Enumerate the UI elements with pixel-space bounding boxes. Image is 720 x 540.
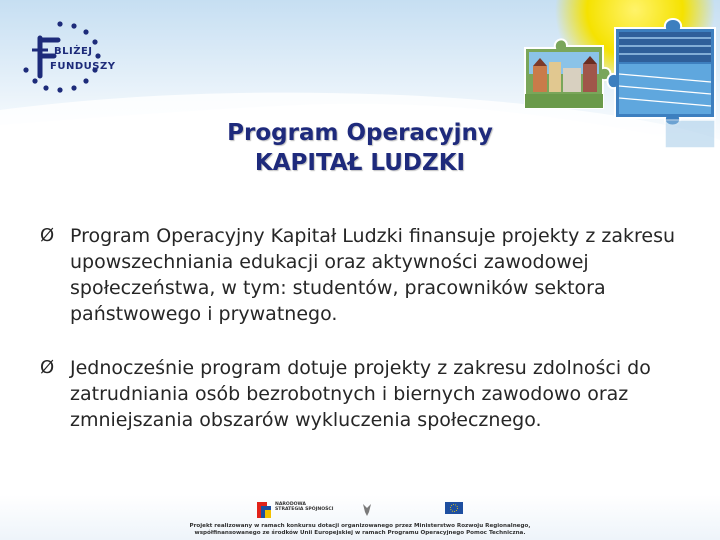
bullet-text: Jednocześnie program dotuje projekty z zakresu zdolności do zatrudniania osób bezrobotnych i biernych zawodowo oraz zmniejszania obszarów wykluczenia społecznego. <box>70 357 651 431</box>
polish-eagle-icon <box>363 504 371 516</box>
footer-text-line-1: Projekt realizowany w ramach konkursu dotacji organizowanego przez Ministerstwo Rozwoju Regionalnego, <box>189 523 531 529</box>
bullet-text: Program Operacyjny Kapitał Ludzki finansuje projekty z zakresu upowszechniania edukacji oraz aktywności zawodowej społeczeństwa, w tym: studentów, pracowników sektora państwowego i prywatnego. <box>70 225 676 325</box>
pool-photo-puzzle-piece <box>608 19 716 126</box>
nss-logo-icon <box>257 502 271 518</box>
eu-stars-ring-icon <box>18 16 118 100</box>
bullet-item-2 <box>40 355 690 433</box>
program-logo <box>18 16 118 100</box>
eu-flag-icon <box>445 502 463 514</box>
footer-text <box>120 523 600 537</box>
arrow-bullet-icon: Ø <box>40 357 55 378</box>
footer-text-line-2: współfinansowanego ze środków Unii Europejskiej w ramach Programu Operacyjnego Pomoc Techniczna. <box>194 530 526 536</box>
bullet-item-1 <box>40 223 690 327</box>
nss-logo-label: NARODOWA STRATEGIA SPÓJNOŚCI <box>275 502 334 512</box>
logo-line-2: FUNDUSZY <box>50 61 116 72</box>
logo-line-1: BLIŻEJ <box>54 46 93 57</box>
slide-title-line-2: KAPITAŁ LUDZKI <box>254 150 466 176</box>
footer <box>0 495 720 540</box>
slide-title-line-1: Program Operacyjny <box>227 120 493 146</box>
town-photo-puzzle-piece <box>525 39 611 108</box>
arrow-bullet-icon: Ø <box>40 225 55 246</box>
